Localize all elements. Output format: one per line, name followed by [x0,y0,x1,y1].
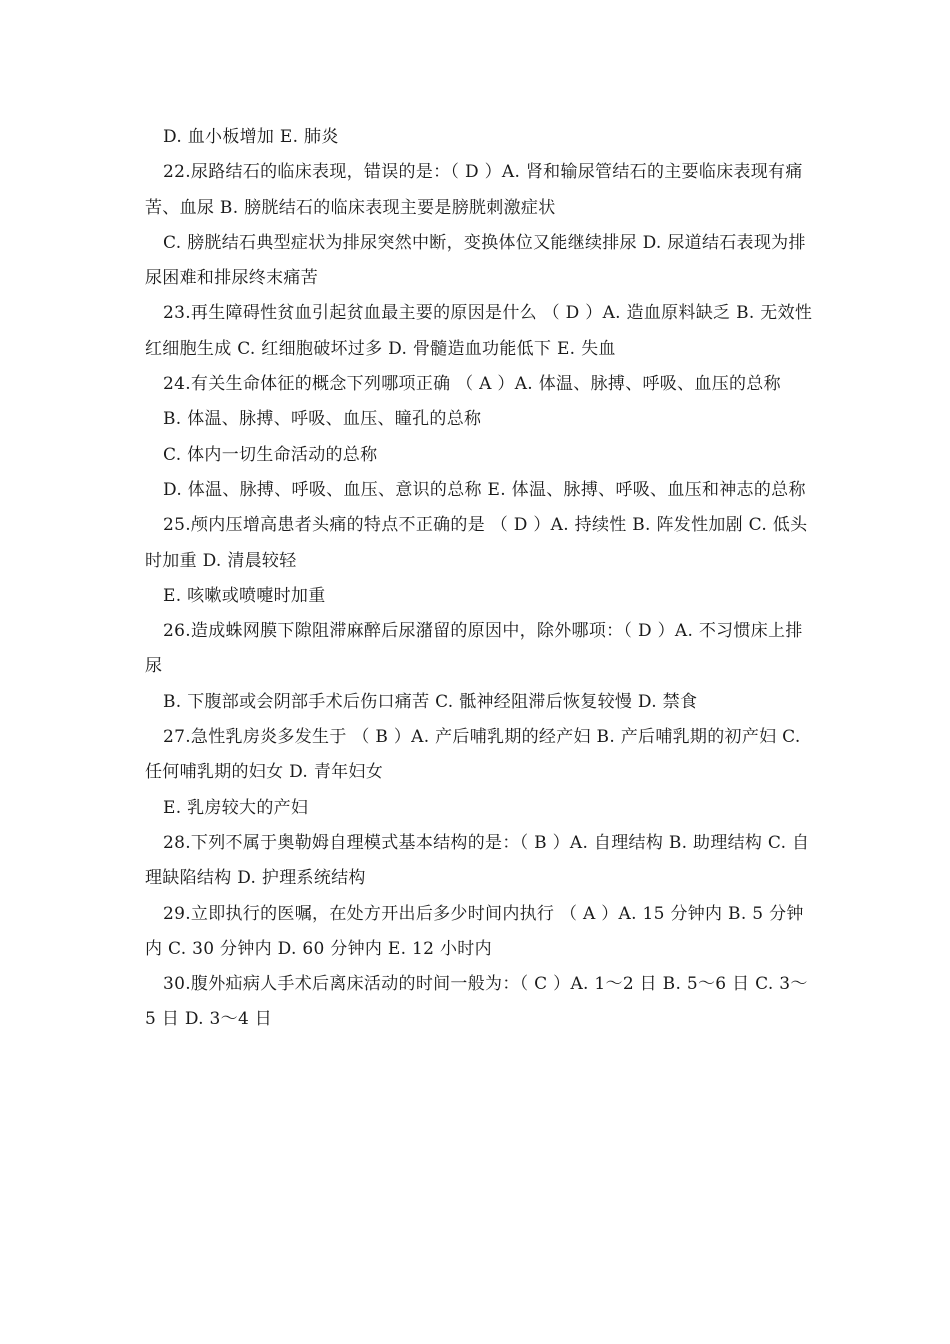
paragraph: B. 下腹部或会阴部手术后伤口痛苦 C. 骶神经阻滞后恢复较慢 D. 禁食 [163,691,698,712]
question-26: 26.造成蛛网膜下隙阻滞麻醉后尿潴留的原因中，除外哪项：（ D ）A. 不习惯床上排尿 [145,621,803,677]
document-body [145,120,813,1038]
paragraph: B. 体温、脉搏、呼吸、血压、瞳孔的总称 [163,409,482,430]
paragraph: C. 膀胱结石典型症状为排尿突然中断，变换体位又能继续排尿 D. 尿道结石表现为排尿困难和排尿终末痛苦 [145,232,806,289]
question-30: 30.腹外疝病人手术后离床活动的时间一般为：（ C ）A. 1～2 日 B. 5～6 日 C. 3～5 日 D. 3～4 日 [145,974,808,1030]
question-25: 25.颅内压增高患者头痛的特点不正确的是 （ D ）A. 持续性 B. 阵发性加剧 C. 低头时加重 D. 清晨较轻 [145,515,808,571]
paragraph: D. 血小板增加 E. 肺炎 [163,127,339,147]
paragraph: C. 体内一切生命活动的总称 [163,444,378,465]
question-29: 29.立即执行的医嘱，在处方开出后多少时间内执行 （ A ）A. 15 分钟内 B. 5 分钟内 C. 30 分钟内 D. 60 分钟内 E. 12 小时内 [145,903,804,959]
paragraph: E. 乳房较大的产妇 [163,797,309,818]
question-28: 28.下列不属于奥勒姆自理模式基本结构的是：（ B ）A. 自理结构 B. 助理结构 C. 自理缺陷结构 D. 护理系统结构 [145,832,810,889]
question-24: 24.有关生命体征的概念下列哪项正确 （ A ）A. 体温、脉搏、呼吸、血压的总称 [163,374,781,395]
paragraph: E. 咳嗽或喷嚏时加重 [163,585,326,606]
question-23: 23.再生障碍性贫血引起贫血最主要的原因是什么 （ D ）A. 造血原料缺乏 B. 无效性红细胞生成 C. 红细胞破坏过多 D. 骨髓造血功能低下 E. 失血 [145,303,813,359]
question-27: 27.急性乳房炎多发生于 （ B ）A. 产后哺乳期的经产妇 B. 产后哺乳期的初产妇 C. 任何哺乳期的妇女 D. 青年妇女 [145,727,801,783]
paragraph: D. 体温、脉搏、呼吸、血压、意识的总称 E. 体温、脉搏、呼吸、血压和神志的总称 [163,479,806,500]
question-22: 22.尿路结石的临床表现，错误的是：（ D ）A. 肾和输尿管结石的主要临床表现有痛苦、血尿 B. 膀胱结石的临床表现主要是膀胱刺激症状 [145,162,803,218]
